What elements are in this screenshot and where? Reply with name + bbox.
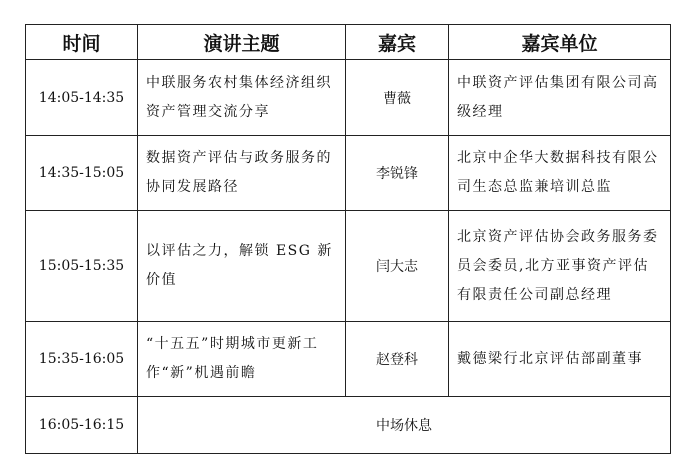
table-row [26, 60, 671, 136]
break-time-cell: 16:05-16:15 [26, 397, 138, 454]
org-cell: 北京中企华大数据科技有限公司生态总监兼培训总监 [449, 136, 671, 211]
header-org: 嘉宾单位 [449, 25, 671, 60]
time-cell: 15:05-15:35 [26, 211, 138, 322]
topic-cell: 以评估之力，解锁 ESG 新价值 [138, 211, 346, 322]
speaker-cell: 闫大志 [346, 211, 449, 322]
org-cell: 戴德梁行北京评估部副董事 [449, 322, 671, 397]
schedule-table [25, 24, 671, 454]
header-topic: 演讲主题 [138, 25, 346, 60]
topic-cell: “十五五”时期城市更新工作“新”机遇前瞻 [138, 322, 346, 397]
break-row [26, 397, 671, 454]
header-row [26, 25, 671, 60]
schedule-container [25, 24, 671, 454]
header-time: 时间 [26, 25, 138, 60]
header-speaker: 嘉宾 [346, 25, 449, 60]
time-cell: 14:35-15:05 [26, 136, 138, 211]
break-label-cell: 中场休息 [138, 397, 671, 454]
org-cell: 北京资产评估协会政务服务委员会委员,北方亚事资产评估有限责任公司副总经理 [449, 211, 671, 322]
table-row [26, 211, 671, 322]
speaker-cell: 李锐锋 [346, 136, 449, 211]
org-cell: 中联资产评估集团有限公司高级经理 [449, 60, 671, 136]
table-row [26, 322, 671, 397]
speaker-cell: 曹薇 [346, 60, 449, 136]
speaker-cell: 赵登科 [346, 322, 449, 397]
time-cell: 14:05-14:35 [26, 60, 138, 136]
time-cell: 15:35-16:05 [26, 322, 138, 397]
topic-cell: 中联服务农村集体经济组织资产管理交流分享 [138, 60, 346, 136]
topic-cell: 数据资产评估与政务服务的协同发展路径 [138, 136, 346, 211]
table-row [26, 136, 671, 211]
